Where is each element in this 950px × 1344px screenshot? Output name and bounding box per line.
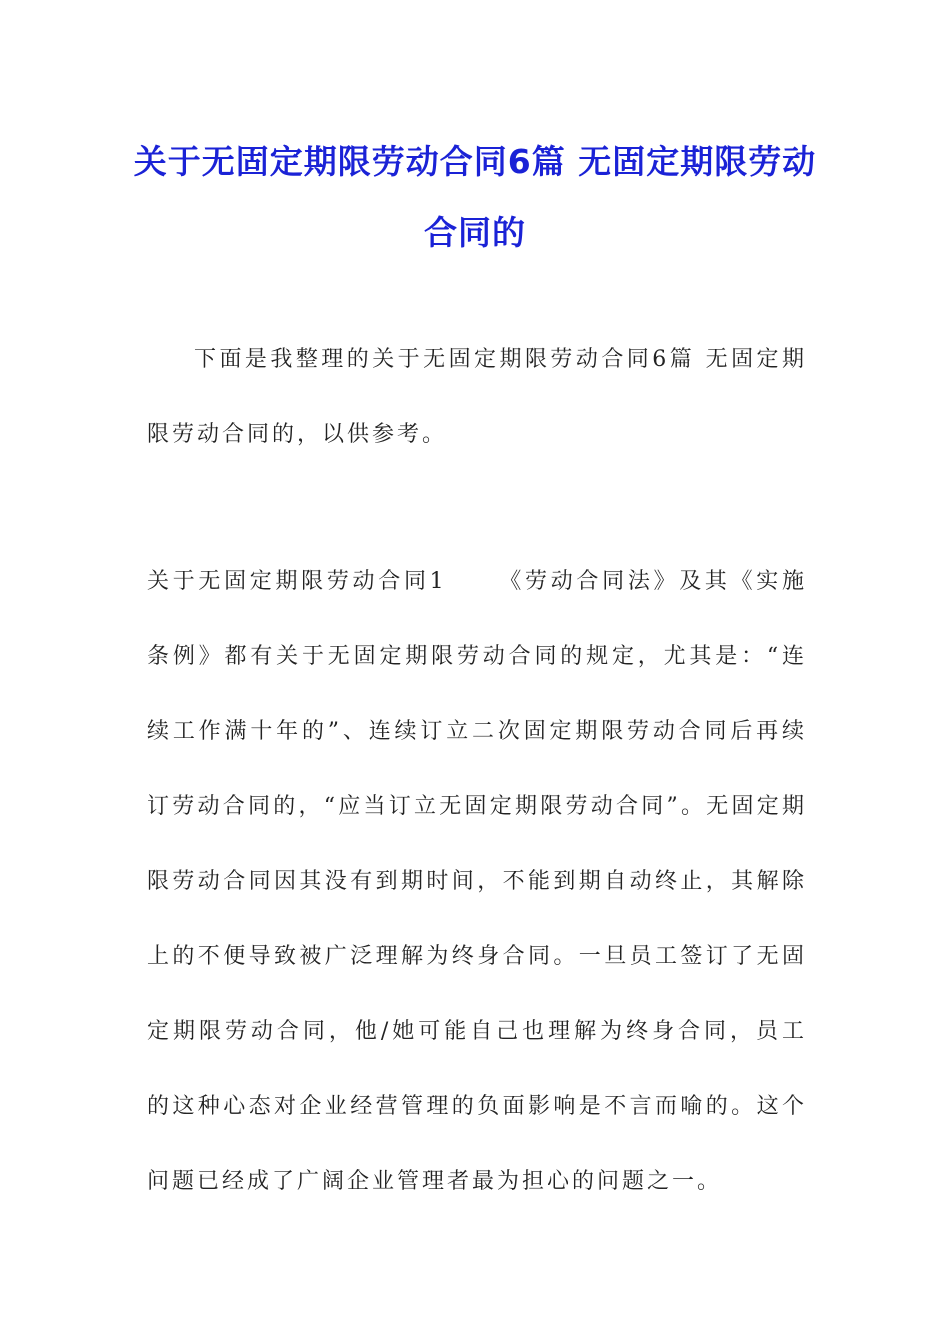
intro-paragraph: 下面是我整理的关于无固定期限劳动合同6篇 无固定期限劳动合同的，以供参考。 — [147, 347, 807, 447]
section-1-heading: 关于无固定期限劳动合同1 — [147, 569, 447, 594]
section-1-body: 《劳动合同法》及其《实施条例》都有关于无固定期限劳动合同的规定，尤其是：“连续工作满十年的”、连续订立二次固定期限劳动合同后再续订劳动合同的，“应当订立无固定期限劳动合同”。无固定期限劳动合同因其没有到期时间，不能到期自动终止，其解除上的不便导致被广泛理解为终身合同。一旦员工签订了无固定期限劳动合同，他/她可能自己也理解为终身合同，员工的这种心态对企业经营管理的负面影响是不言而喻的。这个问题已经成了广阔企业管理者最为担心的问题之一。 — [147, 569, 807, 1194]
section-1-paragraph — [147, 544, 807, 1219]
document-title: 关于无固定期限劳动合同6篇 无固定期限劳动合同的 — [133, 142, 817, 252]
